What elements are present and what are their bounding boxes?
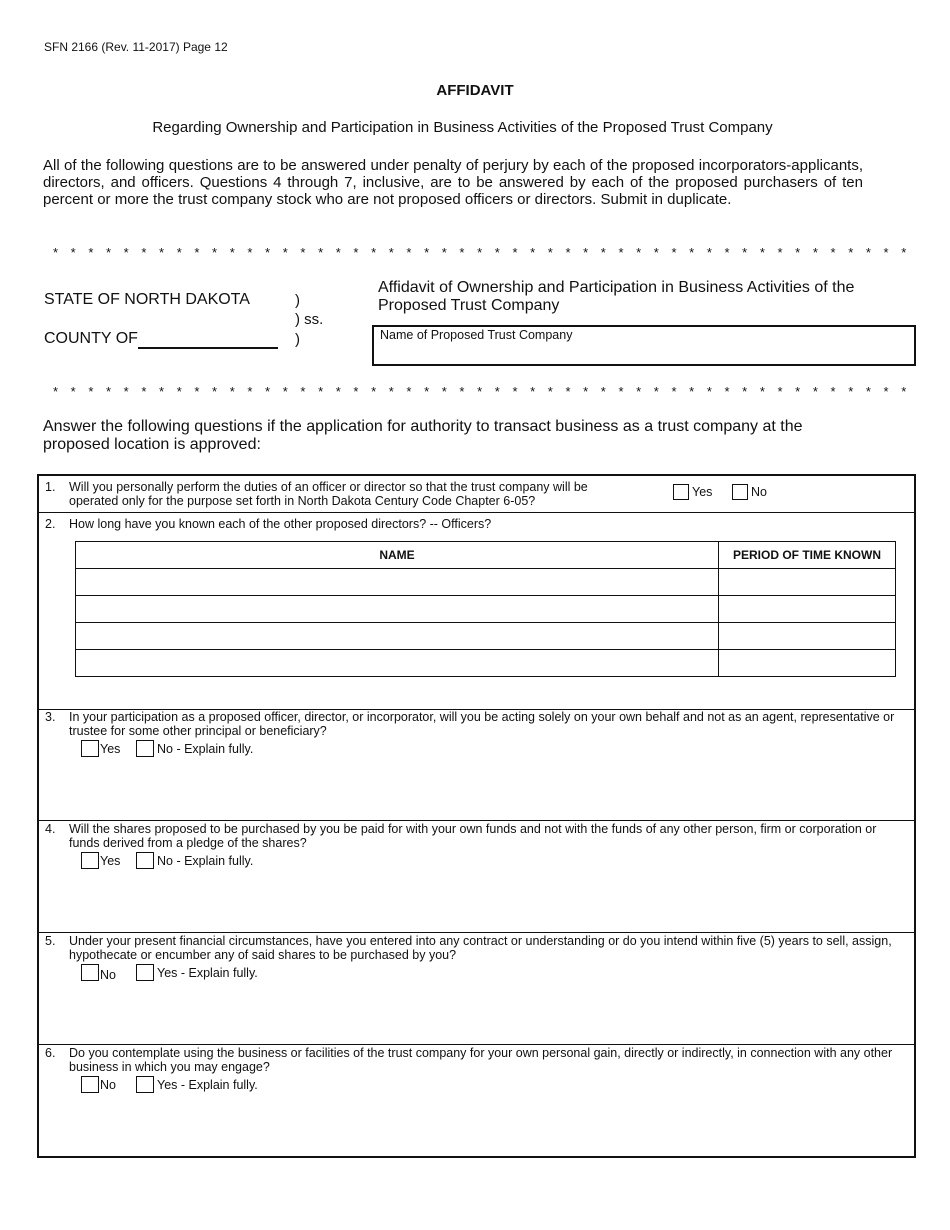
question-1	[39, 476, 914, 513]
checkbox[interactable]	[81, 964, 99, 981]
period-cell[interactable]	[719, 596, 896, 623]
question-number: 2.	[45, 517, 56, 531]
names-table	[75, 541, 896, 677]
table-row	[76, 650, 896, 677]
checkbox[interactable]	[81, 852, 99, 869]
option-label: Yes	[692, 485, 713, 499]
table-row	[76, 623, 896, 650]
period-cell[interactable]	[719, 650, 896, 677]
name-cell[interactable]	[76, 623, 719, 650]
q6-yes-option[interactable]	[136, 1076, 258, 1093]
checkbox[interactable]	[136, 964, 154, 981]
question-5	[39, 933, 914, 1045]
period-cell[interactable]	[719, 569, 896, 596]
table-row	[76, 596, 896, 623]
form-id: SFN 2166 (Rev. 11-2017) Page 12	[44, 40, 228, 54]
checkbox[interactable]	[673, 484, 689, 500]
checkbox[interactable]	[81, 740, 99, 757]
company-name-label: Name of Proposed Trust Company	[380, 328, 573, 342]
q1-no-option[interactable]	[732, 484, 767, 500]
option-label: Yes - Explain fully.	[157, 965, 258, 980]
table-header-row	[76, 542, 896, 569]
question-number: 3.	[45, 710, 56, 724]
separator-stars: * * * * * * * * * * * * * * * * * * * * * * * * * * * * * * * * * * * * * * * * * * * * * * * * *	[53, 245, 911, 260]
checkbox[interactable]	[136, 852, 154, 869]
option-label: No - Explain fully.	[157, 741, 254, 756]
period-cell[interactable]	[719, 623, 896, 650]
option-label: Yes	[100, 853, 121, 868]
venue-paren: )	[295, 292, 300, 309]
intro-paragraph: All of the following questions are to be answered under penalty of perjury by each of the proposed incorporators-applicants, directors, and officers. Questions 4 through 7, inclusive, are to be answered by each of the proposed purchasers of ten percent or more the trust company stock who are not proposed officers or directors. Submit in duplicate.	[43, 157, 863, 208]
question-4	[39, 821, 914, 933]
question-text: Will you personally perform the duties of an officer or director so that the trust company will be operated only for the purpose set forth in North Dakota Century Code Chapter 6-05?	[69, 480, 588, 508]
state-label: STATE OF NORTH DAKOTA	[44, 291, 250, 308]
q1-yes-option[interactable]	[673, 484, 712, 500]
question-number: 6.	[45, 1046, 56, 1060]
q4-no-option[interactable]	[136, 852, 253, 869]
checkbox[interactable]	[81, 1076, 99, 1093]
question-2	[39, 513, 914, 710]
q5-no-option[interactable]	[81, 964, 116, 981]
separator-stars: * * * * * * * * * * * * * * * * * * * * * * * * * * * * * * * * * * * * * * * * * * * * * * * * *	[53, 384, 911, 399]
question-text: Do you contemplate using the business or facilities of the trust company for your own personal gain, directly or indirectly, in connection with any other business in which you may engage?	[69, 1046, 893, 1074]
q3-no-option[interactable]	[136, 740, 253, 757]
option-label: No	[100, 967, 116, 982]
option-label: No	[751, 485, 767, 499]
page-subtitle: Regarding Ownership and Participation in Business Activities of the Proposed Trust Company	[152, 119, 773, 136]
venue-ss: ) ss.	[295, 311, 324, 328]
option-label: No	[100, 1077, 116, 1092]
county-input[interactable]	[138, 347, 278, 349]
question-number: 1.	[45, 480, 56, 494]
checkbox[interactable]	[136, 1076, 154, 1093]
checkbox[interactable]	[136, 740, 154, 757]
option-label: Yes - Explain fully.	[157, 1077, 258, 1092]
county-label: COUNTY OF	[44, 330, 138, 347]
affidavit-title: Affidavit of Ownership and Participation in Business Activities of the Proposed Trust Company	[378, 279, 855, 314]
period-column-header: PERIOD OF TIME KNOWN	[719, 542, 896, 569]
name-cell[interactable]	[76, 596, 719, 623]
question-number: 4.	[45, 822, 56, 836]
answer-instructions: Answer the following questions if the application for authority to transact business as a trust company at the proposed location is approved:	[43, 418, 803, 453]
option-label: Yes	[100, 741, 121, 756]
question-text: Will the shares proposed to be purchased by you be paid for with your own funds and not with the funds of any other person, firm or corporation or funds derived from a pledge of the shares?	[69, 822, 877, 850]
page-title: AFFIDAVIT	[436, 82, 514, 99]
venue-paren: )	[295, 331, 300, 348]
name-cell[interactable]	[76, 569, 719, 596]
q4-yes-option[interactable]	[81, 852, 120, 869]
question-3	[39, 709, 914, 821]
option-label: No - Explain fully.	[157, 853, 254, 868]
company-name-field[interactable]	[372, 325, 916, 366]
table-row	[76, 569, 896, 596]
name-column-header: NAME	[76, 542, 719, 569]
question-6	[39, 1045, 914, 1156]
question-text: Under your present financial circumstances, have you entered into any contract or understanding or do you intend within five (5) years to sell, assign, hypothecate or encumber any of said shares to be purchased by you?	[69, 934, 892, 962]
question-number: 5.	[45, 934, 56, 948]
q3-yes-option[interactable]	[81, 740, 120, 757]
question-text: How long have you known each of the other proposed directors? -- Officers?	[69, 517, 492, 531]
questions-table	[37, 474, 916, 1158]
q5-yes-option[interactable]	[136, 964, 258, 981]
checkbox[interactable]	[732, 484, 748, 500]
name-cell[interactable]	[76, 650, 719, 677]
question-text: In your participation as a proposed officer, director, or incorporator, will you be acting solely on your own behalf and not as an agent, representative or trustee for some other principal or beneficiary?	[69, 710, 895, 738]
q6-no-option[interactable]	[81, 1076, 116, 1093]
